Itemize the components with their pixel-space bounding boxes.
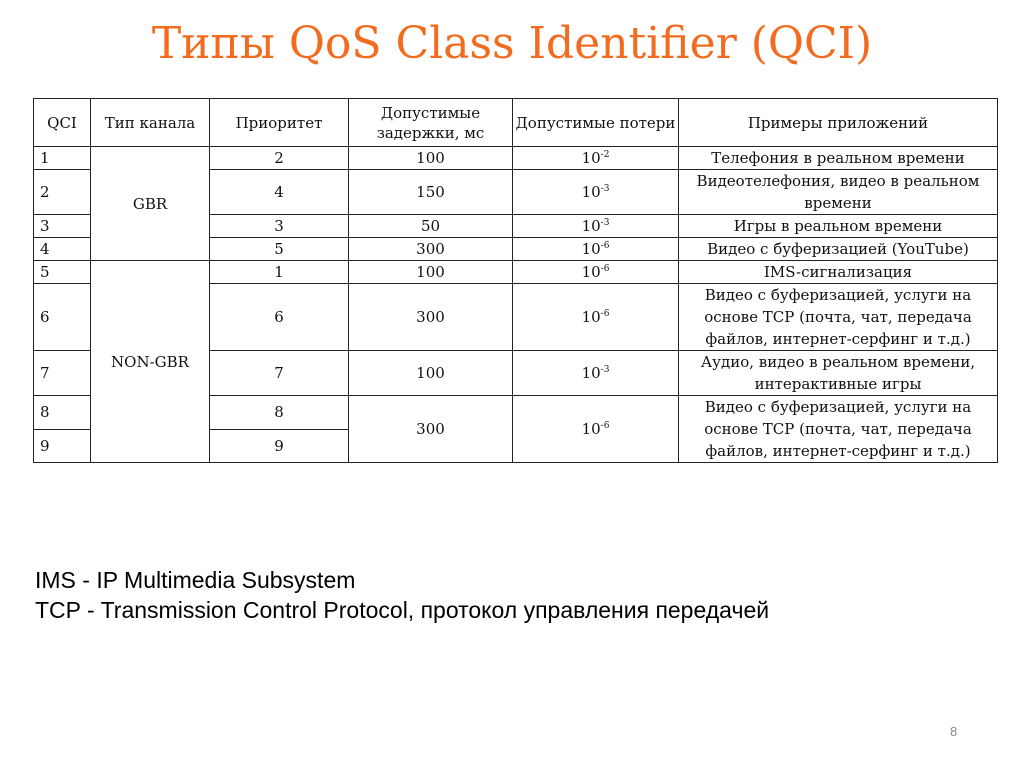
cell-loss	[513, 284, 679, 351]
cell-channel-type-non-gbr: NON-GBR	[91, 261, 210, 463]
cell-loss	[513, 261, 679, 284]
cell-example: Телефония в реальном времени	[679, 147, 998, 170]
footnote-tcp: TCP - Transmission Control Protocol, протокол управления передачей	[35, 597, 770, 623]
loss-exponent: -3	[600, 365, 610, 375]
header-delay: Допустимые задержки, мс	[349, 99, 513, 147]
loss-exponent: -6	[600, 264, 610, 274]
cell-qci: 2	[34, 170, 91, 215]
loss-exponent: -3	[600, 218, 610, 228]
cell-priority: 8	[210, 396, 349, 430]
header-loss: Допустимые потери	[513, 99, 679, 147]
cell-priority: 7	[210, 351, 349, 396]
header-examples: Примеры приложений	[679, 99, 998, 147]
cell-example: Видео с буферизацией (YouTube)	[679, 238, 998, 261]
cell-loss	[513, 147, 679, 170]
cell-priority: 9	[210, 429, 349, 463]
cell-example: Видеотелефония, видео в реальном времени	[679, 170, 998, 215]
cell-qci: 8	[34, 396, 91, 430]
cell-loss	[513, 215, 679, 238]
loss-base: 10	[581, 308, 601, 326]
cell-delay: 100	[349, 351, 513, 396]
cell-delay: 100	[349, 147, 513, 170]
cell-example: Видео с буферизацией, услуги на основе TCP (почта, чат, передача файлов, интернет-серфинг и т.д.)	[679, 396, 998, 463]
loss-base: 10	[581, 263, 601, 281]
loss-exponent: -2	[600, 150, 610, 160]
cell-loss	[513, 238, 679, 261]
cell-priority: 1	[210, 261, 349, 284]
cell-delay: 300	[349, 284, 513, 351]
loss-base: 10	[581, 240, 601, 258]
table-header-row	[34, 99, 998, 147]
table-row	[34, 261, 998, 284]
loss-exponent: -6	[600, 241, 610, 251]
cell-delay: 300	[349, 396, 513, 463]
page-number: 8	[950, 724, 958, 739]
cell-channel-type-gbr: GBR	[91, 147, 210, 261]
cell-loss	[513, 396, 679, 463]
loss-base: 10	[581, 364, 601, 382]
cell-delay: 150	[349, 170, 513, 215]
footnote-ims: IMS - IP Multimedia Subsystem	[35, 567, 356, 593]
cell-example: Игры в реальном времени	[679, 215, 998, 238]
cell-priority: 2	[210, 147, 349, 170]
cell-qci: 1	[34, 147, 91, 170]
cell-loss	[513, 351, 679, 396]
loss-exponent: -6	[600, 309, 610, 319]
cell-priority: 6	[210, 284, 349, 351]
cell-qci: 4	[34, 238, 91, 261]
header-qci: QCI	[34, 99, 91, 147]
cell-example: IMS-сигнализация	[679, 261, 998, 284]
cell-example: Видео с буферизацией, услуги на основе TCP (почта, чат, передача файлов, интернет-серфинг и т.д.)	[679, 284, 998, 351]
cell-delay: 300	[349, 238, 513, 261]
cell-qci: 5	[34, 261, 91, 284]
slide-title: Типы QoS Class Identifier (QCI)	[151, 18, 873, 69]
cell-delay: 100	[349, 261, 513, 284]
cell-priority: 4	[210, 170, 349, 215]
header-priority: Приоритет	[210, 99, 349, 147]
cell-priority: 5	[210, 238, 349, 261]
cell-loss	[513, 170, 679, 215]
loss-exponent: -3	[600, 184, 610, 194]
header-channel-type: Тип канала	[91, 99, 210, 147]
cell-delay: 50	[349, 215, 513, 238]
cell-qci: 3	[34, 215, 91, 238]
loss-base: 10	[581, 183, 601, 201]
cell-qci: 6	[34, 284, 91, 351]
footnotes	[35, 565, 769, 625]
loss-base: 10	[581, 420, 601, 438]
table-row	[34, 147, 998, 170]
cell-qci: 9	[34, 429, 91, 463]
cell-example: Аудио, видео в реальном времени, интерактивные игры	[679, 351, 998, 396]
loss-base: 10	[581, 217, 601, 235]
cell-qci: 7	[34, 351, 91, 396]
loss-exponent: -6	[600, 421, 610, 431]
qci-table	[33, 98, 998, 463]
cell-priority: 3	[210, 215, 349, 238]
loss-base: 10	[581, 149, 601, 167]
